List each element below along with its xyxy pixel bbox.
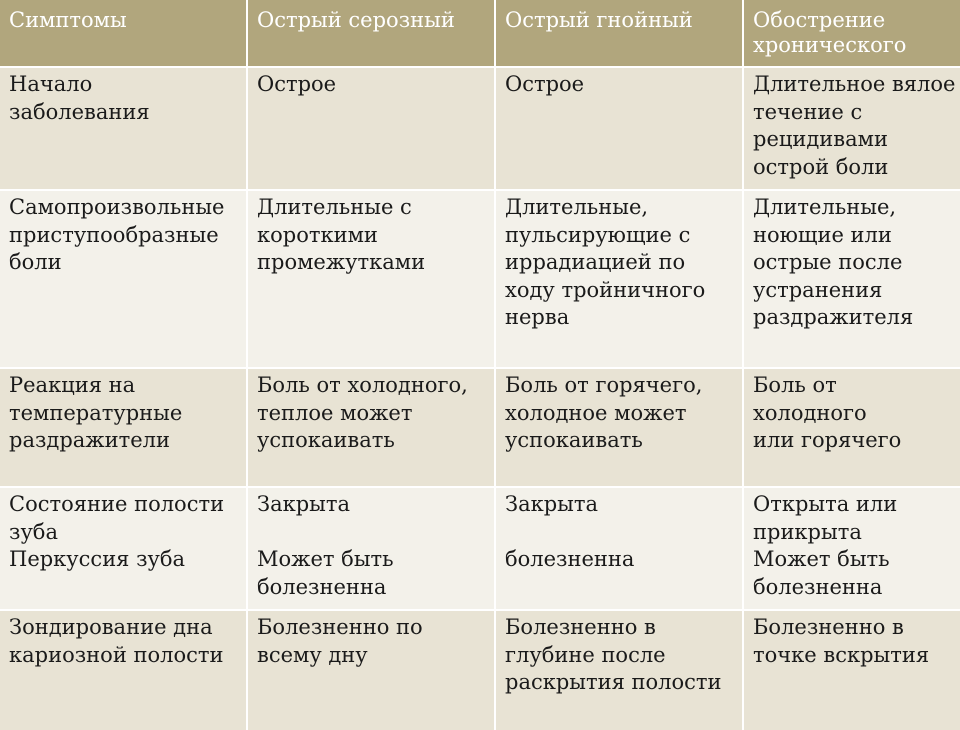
table-cell: Болезненно в глубине после раскрытия полости: [496, 611, 742, 730]
table-cell: Боль от холодного, теплое может успокаивать: [248, 369, 494, 486]
table-cell: Острое: [496, 68, 742, 189]
header-symptoms: Симптомы: [0, 0, 246, 66]
table-cell: Болезненно по всему дну: [248, 611, 494, 730]
table-cell: Реакция на температурные раздражители: [0, 369, 246, 486]
table-cell: Болезненно в точке вскрытия: [744, 611, 960, 730]
table-cell: Боль от холодного или горячего: [744, 369, 960, 486]
table-cell: Острое: [248, 68, 494, 189]
table-cell: Длительные, пульсирующие с иррадиацией по ходу тройничного нерва: [496, 191, 742, 367]
table-cell: Закрыта болезненна: [496, 488, 742, 609]
table-cell: Самопроизвольные приступообразные боли: [0, 191, 246, 367]
table-cell: Длительные, ноющие или острые после устранения раздражителя: [744, 191, 960, 367]
header-acute-purulent: Острый гнойный: [496, 0, 742, 66]
table-cell: Зондирование дна кариозной полости: [0, 611, 246, 730]
table-cell: Длительные с короткими промежутками: [248, 191, 494, 367]
table-cell: Открыта или прикрыта Может быть болезненна: [744, 488, 960, 609]
table-cell: Начало заболевания: [0, 68, 246, 189]
table-cell: Боль от горячего, холодное может успокаивать: [496, 369, 742, 486]
table-cell: Длительное вялое течение с рецидивами острой боли: [744, 68, 960, 189]
table-cell: Состояние полости зуба Перкуссия зуба: [0, 488, 246, 609]
header-chronic-exacerbation: Обострение хронического: [744, 0, 960, 66]
header-acute-serous: Острый серозный: [248, 0, 494, 66]
table-cell: Закрыта Может быть болезненна: [248, 488, 494, 609]
